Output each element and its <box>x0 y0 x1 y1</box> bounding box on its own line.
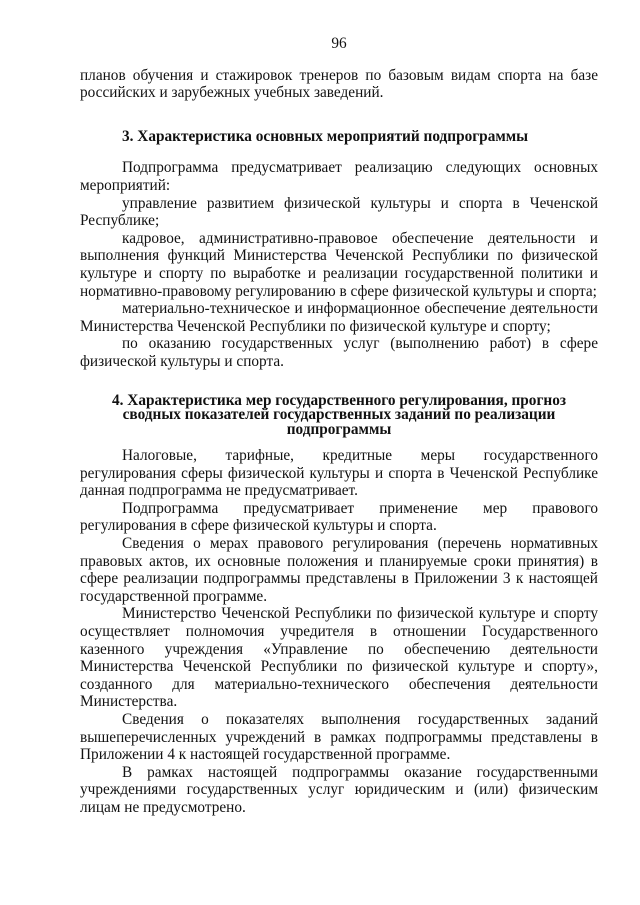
section-3-paragraph: по оказанию государственных услуг (выполнению работ) в сфере физической культуры и спорта. <box>80 335 598 370</box>
intro-continuation-paragraph: планов обучения и стажировок тренеров по базовым видам спорта на базе российских и зарубежных учебных заведений. <box>80 66 598 102</box>
section-3-paragraph: кадровое, административно-правовое обеспечение деятельности и выполнения функций Министерства Чеченской Республики по физической культуре и спорту по выработке и реализации государственной политики и нормативно-правовому регулированию в сфере физической культуры и спорта; <box>80 229 598 300</box>
section-4-paragraph: Налоговые, тарифные, кредитные меры государственного регулирования сферы физической культуры и спорта в Чеченской Республике данная подпрограмма не предусматривает. <box>80 447 598 500</box>
section-3-paragraph: материально-техническое и информационное обеспечение деятельности Министерства Чеченской Республики по физической культуре и спорту; <box>80 300 598 335</box>
section-4-heading-line: сводных показателей государственных заданий по реализации <box>122 406 556 423</box>
section-4-paragraph: Подпрограмма предусматривает применение мер правового регулирования в сфере физической культуры и спорта. <box>80 499 598 535</box>
section-4-heading <box>80 391 598 438</box>
page-number: 96 <box>331 35 347 52</box>
section-3-heading: 3. Характеристика основных мероприятий подпрограммы <box>122 127 529 145</box>
section-4-heading-line: 4. Характеристика мер государственного регулирования, прогноз <box>111 391 566 409</box>
section-4-heading-line: подпрограммы <box>286 420 392 438</box>
document-body <box>80 67 598 817</box>
section-3-paragraph: управление развитием физической культуры и спорта в Чеченской Республике; <box>80 194 598 230</box>
section-4-paragraph: Министерство Чеченской Республики по физической культуре и спорту осуществляет полномочия учредителя в отношении Государственного казенного учреждения «Управление по обеспечению деятельности Министерства Чеченской Республики по физической культуре и спорту», созданного для материально-технического обеспечения деятельности Министерства. <box>80 605 598 711</box>
section-3-paragraph: Подпрограмма предусматривает реализацию следующих основных мероприятий: <box>80 159 598 194</box>
section-4-paragraph: В рамках настоящей подпрограммы оказание государственными учреждениями государственных услуг юридическим и (или) физическим лицам не предусмотрено. <box>80 763 598 816</box>
section-4-paragraph: Сведения о мерах правового регулирования (перечень нормативных правовых актов, их основные положения и планируемые сроки принятия) в сфере реализации подпрограммы представлены в Приложении 3 к настоящей государственной программе. <box>80 534 598 605</box>
section-4-paragraph: Сведения о показателях выполнения государственных заданий вышеперечисленных учреждений в рамках подпрограммы представлены в Приложении 4 к настоящей государственной программе. <box>80 710 598 764</box>
